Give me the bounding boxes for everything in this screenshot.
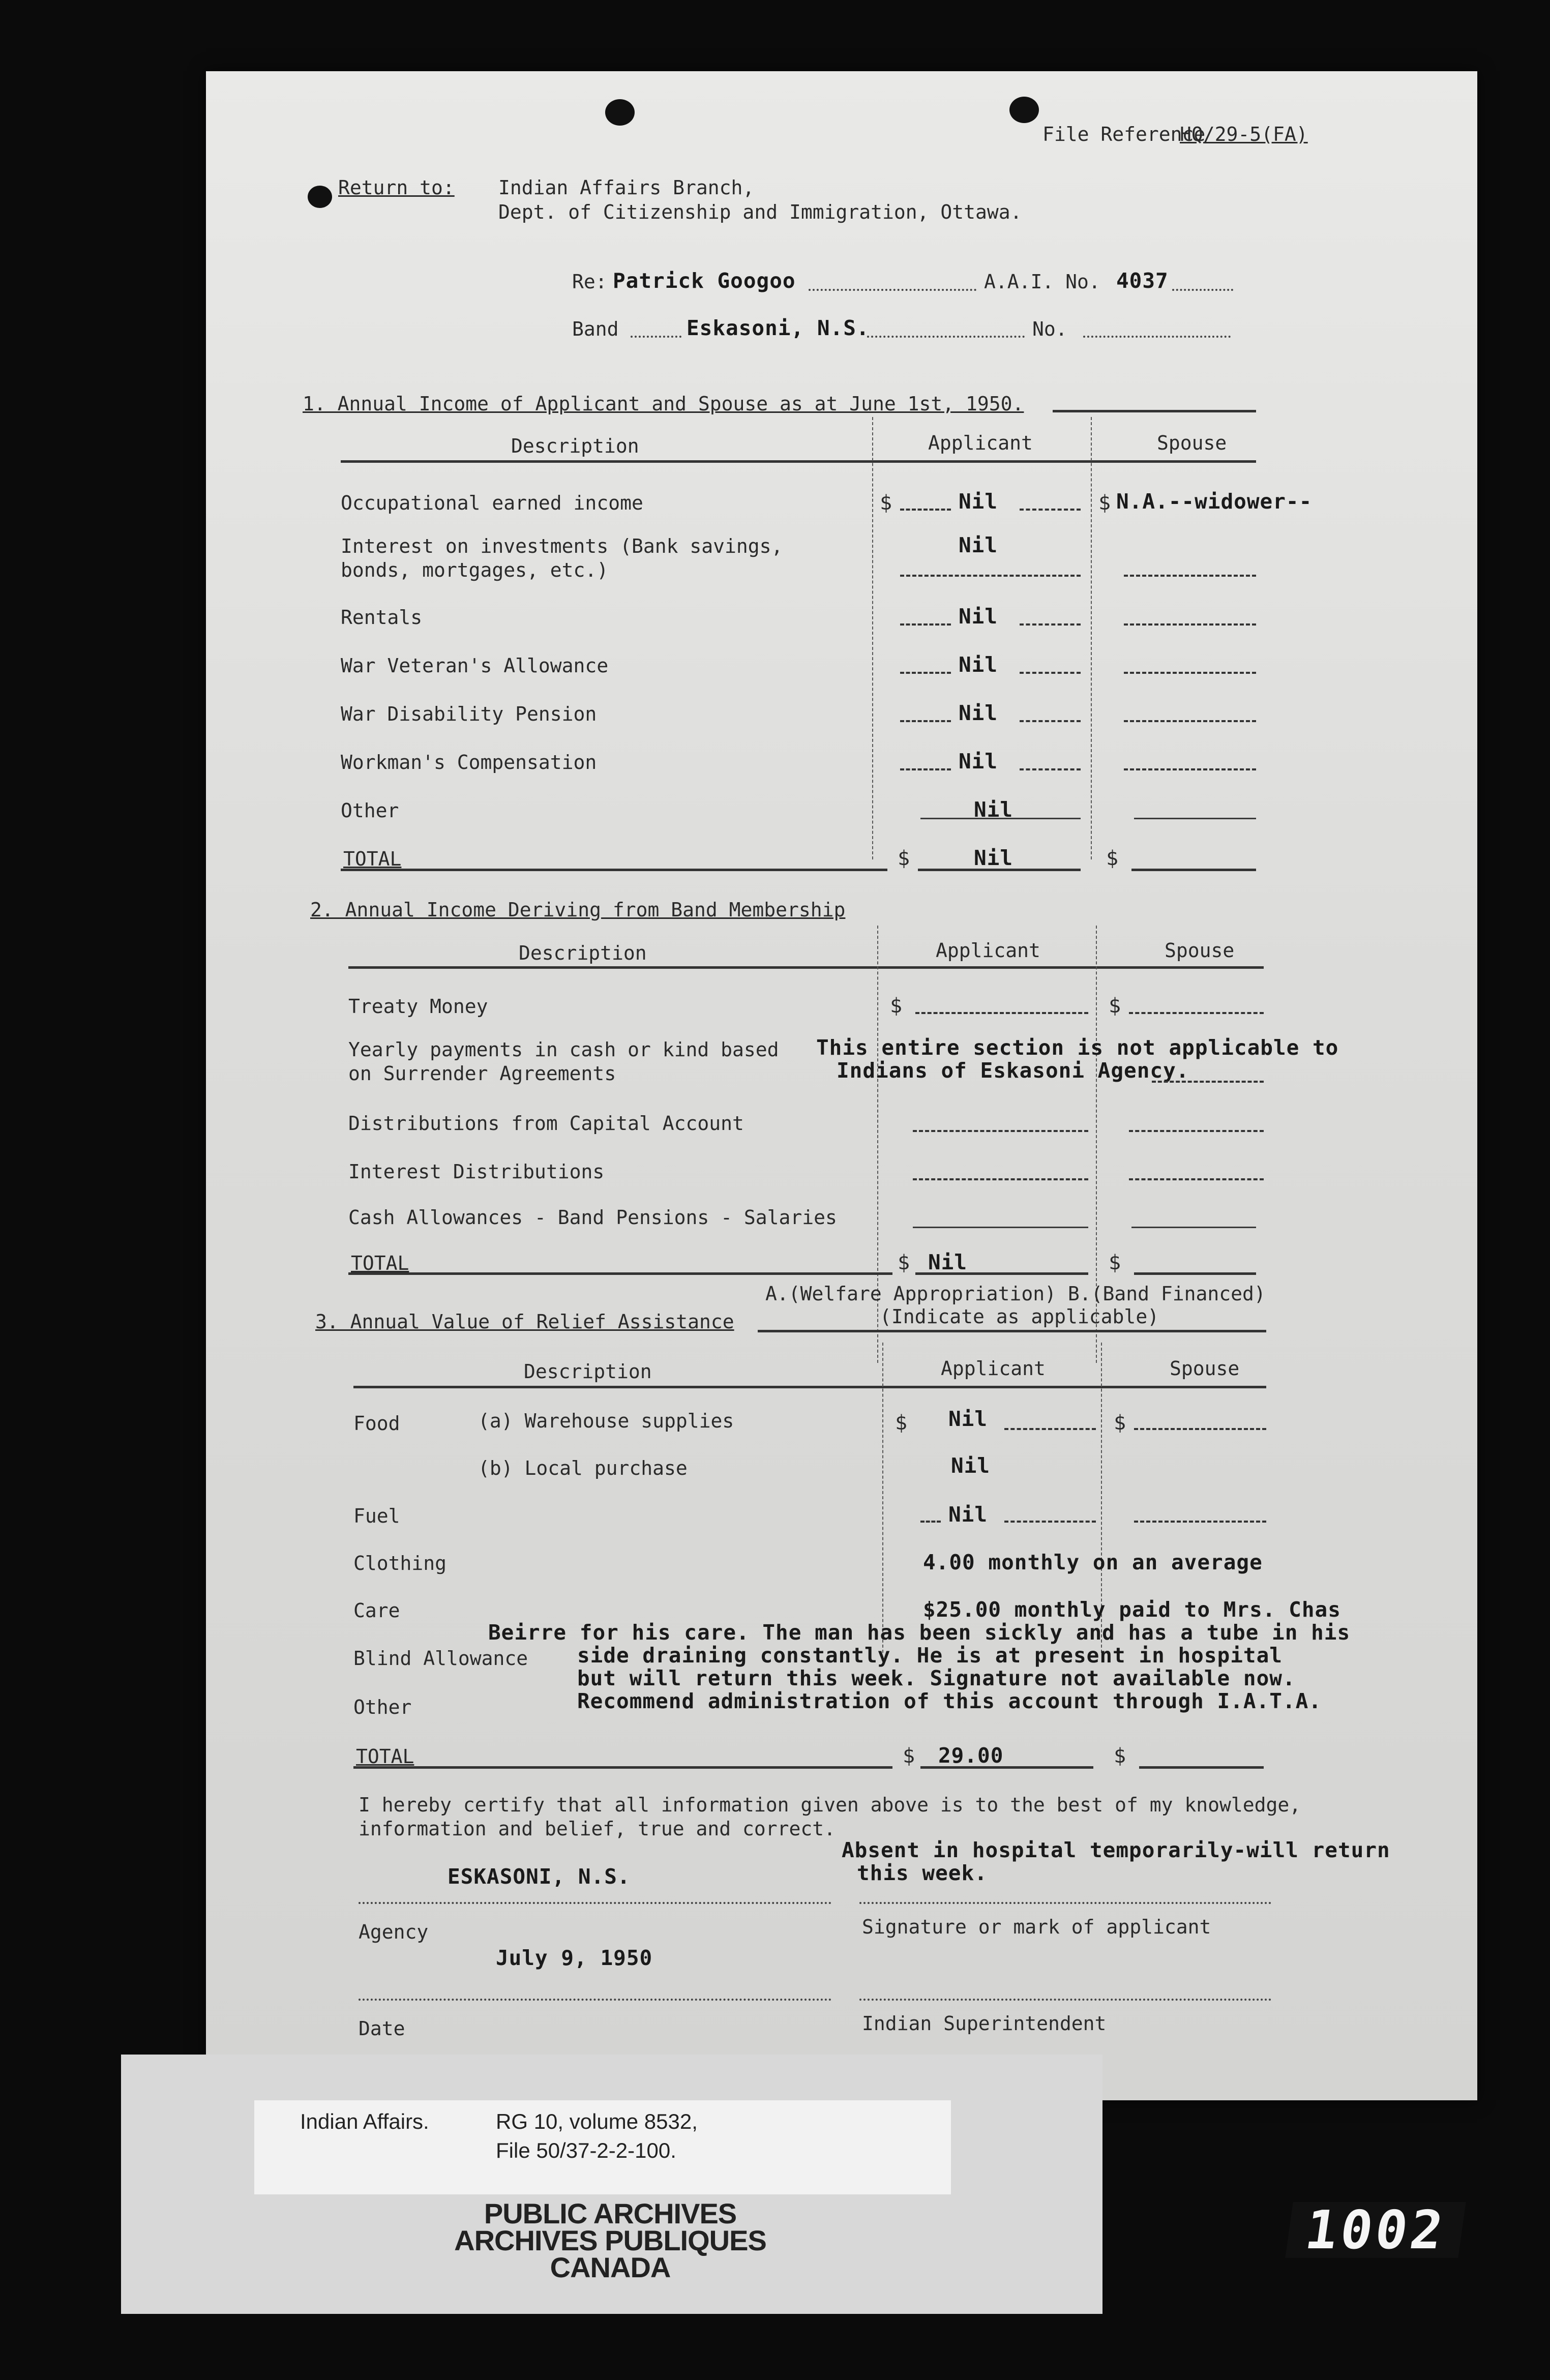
s3-clothing-label: Clothing: [353, 1552, 447, 1574]
s3-fuel-label: Fuel: [353, 1505, 400, 1527]
s1-rentals-applicant: Nil: [959, 604, 998, 629]
s2-total-applicant: Nil: [928, 1250, 968, 1274]
absent-note-line1: Absent in hospital temporarily-will return: [842, 1838, 1390, 1862]
s1-other-applicant: Nil: [974, 797, 1014, 822]
section1-col-description: Description: [511, 435, 639, 457]
return-address-line2: Dept. of Citizenship and Immigration, Ottawa.: [498, 201, 1022, 223]
s2-not-applicable-note-line2: Indians of Eskasoni Agency.: [837, 1058, 1189, 1083]
archive-file: File 50/37-2-2-100.: [496, 2138, 676, 2162]
archive-dept: Indian Affairs.: [300, 2109, 429, 2133]
s1-war-veteran-applicant: Nil: [959, 652, 998, 677]
s1-row-war-veteran-label: War Veteran's Allowance: [341, 654, 609, 677]
archive-stamp-fr: ARCHIVES PUBLIQUES: [454, 2224, 766, 2256]
section1-title: 1. Annual Income of Applicant and Spouse as at June 1st, 1950.: [303, 393, 1024, 415]
section2-col-spouse: Spouse: [1165, 939, 1235, 962]
s1-row-war-disability-label: War Disability Pension: [341, 703, 597, 725]
section3-col-spouse: Spouse: [1170, 1357, 1240, 1380]
s2-row-interest-label: Interest Distributions: [348, 1161, 605, 1183]
s3-care-note-line4: Recommend administration of this account through I.A.T.A.: [577, 1689, 1322, 1713]
s3-food-b-value: Nil: [951, 1453, 991, 1478]
punch-hole: [308, 186, 332, 208]
s1-row-interest-label: Interest on investments (Bank savings,: [341, 535, 783, 557]
s1-occupational-applicant: Nil: [959, 489, 998, 514]
indian-superintendent-label: Indian Superintendent: [862, 2012, 1107, 2035]
s3-care-label: Care: [353, 1599, 400, 1622]
s3-funding-line: A.(Welfare Appropriation) B.(Band Financed): [765, 1283, 1266, 1305]
s1-total-applicant: Nil: [974, 846, 1014, 870]
file-reference-value: HQ/29-5(FA): [1180, 123, 1308, 145]
form-sheet: File Reference HQ/29-5(FA) Return to: Indian Affairs Branch, Dept. of Citizenship and Immigration, Ottawa. Re: Patrick Googoo A.A.I. No. 4037 Band Eskasoni, N.S. No. 1. Annual Income of Applicant and Spouse as at June 1st, 1950. Description Applicant Spouse Occupational earned income $ Nil $ N.A.--widower-- Interest on investments (Bank savings, bonds, mortgages, etc.) Nil Rentals Nil War Veteran's Allowance Nil War Disability Pension Nil Workman's Compensation Nil Other Nil TOTAL $ Nil $ 2. Annual Income Deriving from Band Membership Description Applicant Spouse Treaty Money $ $ Yearly payments in cash or kind based on Surrender Agreements This entire section is not applicable to Indians of Eskasoni Agency. Distributions from Capital Account Interest Distributions Cash Allowances - Band Pensions - Salaries TOTAL $ Nil $ A.(Welfare Appropriation) B.(Band Financed) (Indicate as applicable) 3. Annual Value of Relief Assistance Description Applicant Spouse Food (a) Warehouse supplies $ Nil $ (b) Local purchase Nil Fuel Nil Clothing 4.00 monthly on an average Care $25.00 monthly paid to Mrs. Chas Beirre for his care. The man has been sickly and has a tube in his Blind Allowance side draining constantly. He is at present in hospital but will return this week. Signature not available now. Other Recommend administration of this account through I.A.T.A. TOTAL $ 29.00 $ I hereby certify that all information given above is to the best of my knowledge, information and belief, true and correct. ESKASONI, N.S. Absent in hospital temporarily-will return this week. Agency Signature or mark of applicant July 9, 1950 Date Indian Superintendent: [206, 71, 1477, 2100]
band-label: Band: [572, 318, 619, 340]
s1-row-interest-label2: bonds, mortgages, etc.): [341, 559, 609, 581]
aai-label: A.A.I. No.: [984, 271, 1100, 293]
file-reference-label: File Reference: [1042, 123, 1206, 145]
s3-total-label: TOTAL: [356, 1745, 414, 1768]
s3-blind-allowance-label: Blind Allowance: [353, 1647, 528, 1670]
agency-label: Agency: [359, 1921, 429, 1943]
archive-stamp-en: PUBLIC ARCHIVES: [484, 2197, 737, 2229]
s3-care-note-line1: Beirre for his care. The man has been sickly and has a tube in his: [488, 1620, 1351, 1645]
re-label: Re:: [572, 271, 607, 293]
s2-row-yearly-label2: on Surrender Agreements: [348, 1062, 616, 1085]
s1-war-disability-applicant: Nil: [959, 701, 998, 725]
s2-row-capital-label: Distributions from Capital Account: [348, 1112, 744, 1135]
punch-hole: [1009, 97, 1039, 123]
frame-number: 1002: [1285, 2202, 1466, 2258]
s1-row-occupational-label: Occupational earned income: [341, 492, 643, 514]
s1-occupational-spouse: N.A.--widower--: [1116, 489, 1313, 514]
s2-row-yearly-label: Yearly payments in cash or kind based: [348, 1038, 779, 1061]
band-value: Eskasoni, N.S.: [687, 316, 870, 340]
s3-food-b-label: (b) Local purchase: [478, 1457, 688, 1479]
band-no-label: No.: [1032, 318, 1067, 340]
s2-row-treaty-label: Treaty Money: [348, 995, 488, 1018]
s1-row-rentals-label: Rentals: [341, 606, 423, 629]
return-address-line1: Indian Affairs Branch,: [498, 176, 755, 199]
s3-care-note-line3: but will return this week. Signature not available now.: [577, 1666, 1296, 1690]
return-to-label: Return to:: [338, 176, 455, 199]
section3-title: 3. Annual Value of Relief Assistance: [315, 1311, 734, 1333]
agency-value: ESKASONI, N.S.: [448, 1864, 631, 1889]
s3-fuel-value: Nil: [948, 1502, 988, 1527]
absent-note-line2: this week.: [857, 1861, 988, 1885]
section2-title: 2. Annual Income Deriving from Band Membership: [310, 899, 846, 921]
s2-total-label: TOTAL: [351, 1252, 409, 1274]
aai-value: 4037: [1116, 269, 1169, 293]
s2-not-applicable-note-line1: This entire section is not applicable to: [816, 1035, 1339, 1060]
s2-row-cash-allowances-label: Cash Allowances - Band Pensions - Salaries: [348, 1206, 837, 1229]
signature-label: Signature or mark of applicant: [862, 1916, 1211, 1938]
section1-col-spouse: Spouse: [1157, 432, 1227, 454]
section2-col-applicant: Applicant: [936, 939, 1040, 962]
s1-total-label: TOTAL: [343, 848, 402, 870]
s3-food-a-value: Nil: [948, 1407, 988, 1431]
section3-col-description: Description: [524, 1360, 652, 1383]
s3-food-a-label: (a) Warehouse supplies: [478, 1410, 734, 1432]
s1-interest-applicant: Nil: [959, 533, 998, 557]
s3-care-value: $25.00 monthly paid to Mrs. Chas: [923, 1597, 1341, 1622]
applicant-name: Patrick Googoo: [613, 269, 796, 293]
section2-col-description: Description: [519, 942, 647, 964]
punch-hole: [605, 99, 635, 126]
certification-line2: information and belief, true and correct.: [359, 1818, 836, 1840]
archive-stamp-country: CANADA: [550, 2251, 671, 2283]
certification-line1: I hereby certify that all information given above is to the best of my knowledge,: [359, 1794, 1301, 1816]
s3-clothing-value: 4.00 monthly on an average: [923, 1550, 1263, 1574]
s3-total-applicant: 29.00: [938, 1743, 1004, 1768]
date-label: Date: [359, 2017, 405, 2040]
s3-food-label: Food: [353, 1412, 400, 1435]
s3-care-note-line2: side draining constantly. He is at present in hospital: [577, 1643, 1283, 1668]
s3-other-label: Other: [353, 1696, 412, 1718]
s1-workmans-applicant: Nil: [959, 749, 998, 774]
section3-col-applicant: Applicant: [941, 1357, 1046, 1380]
s1-row-workmans-label: Workman's Compensation: [341, 751, 597, 774]
s3-indicate-line: (Indicate as applicable): [880, 1305, 1159, 1328]
section1-col-applicant: Applicant: [928, 432, 1033, 454]
date-value: July 9, 1950: [496, 1946, 653, 1970]
s1-row-other-label: Other: [341, 799, 399, 822]
archive-volume: RG 10, volume 8532,: [496, 2109, 698, 2133]
